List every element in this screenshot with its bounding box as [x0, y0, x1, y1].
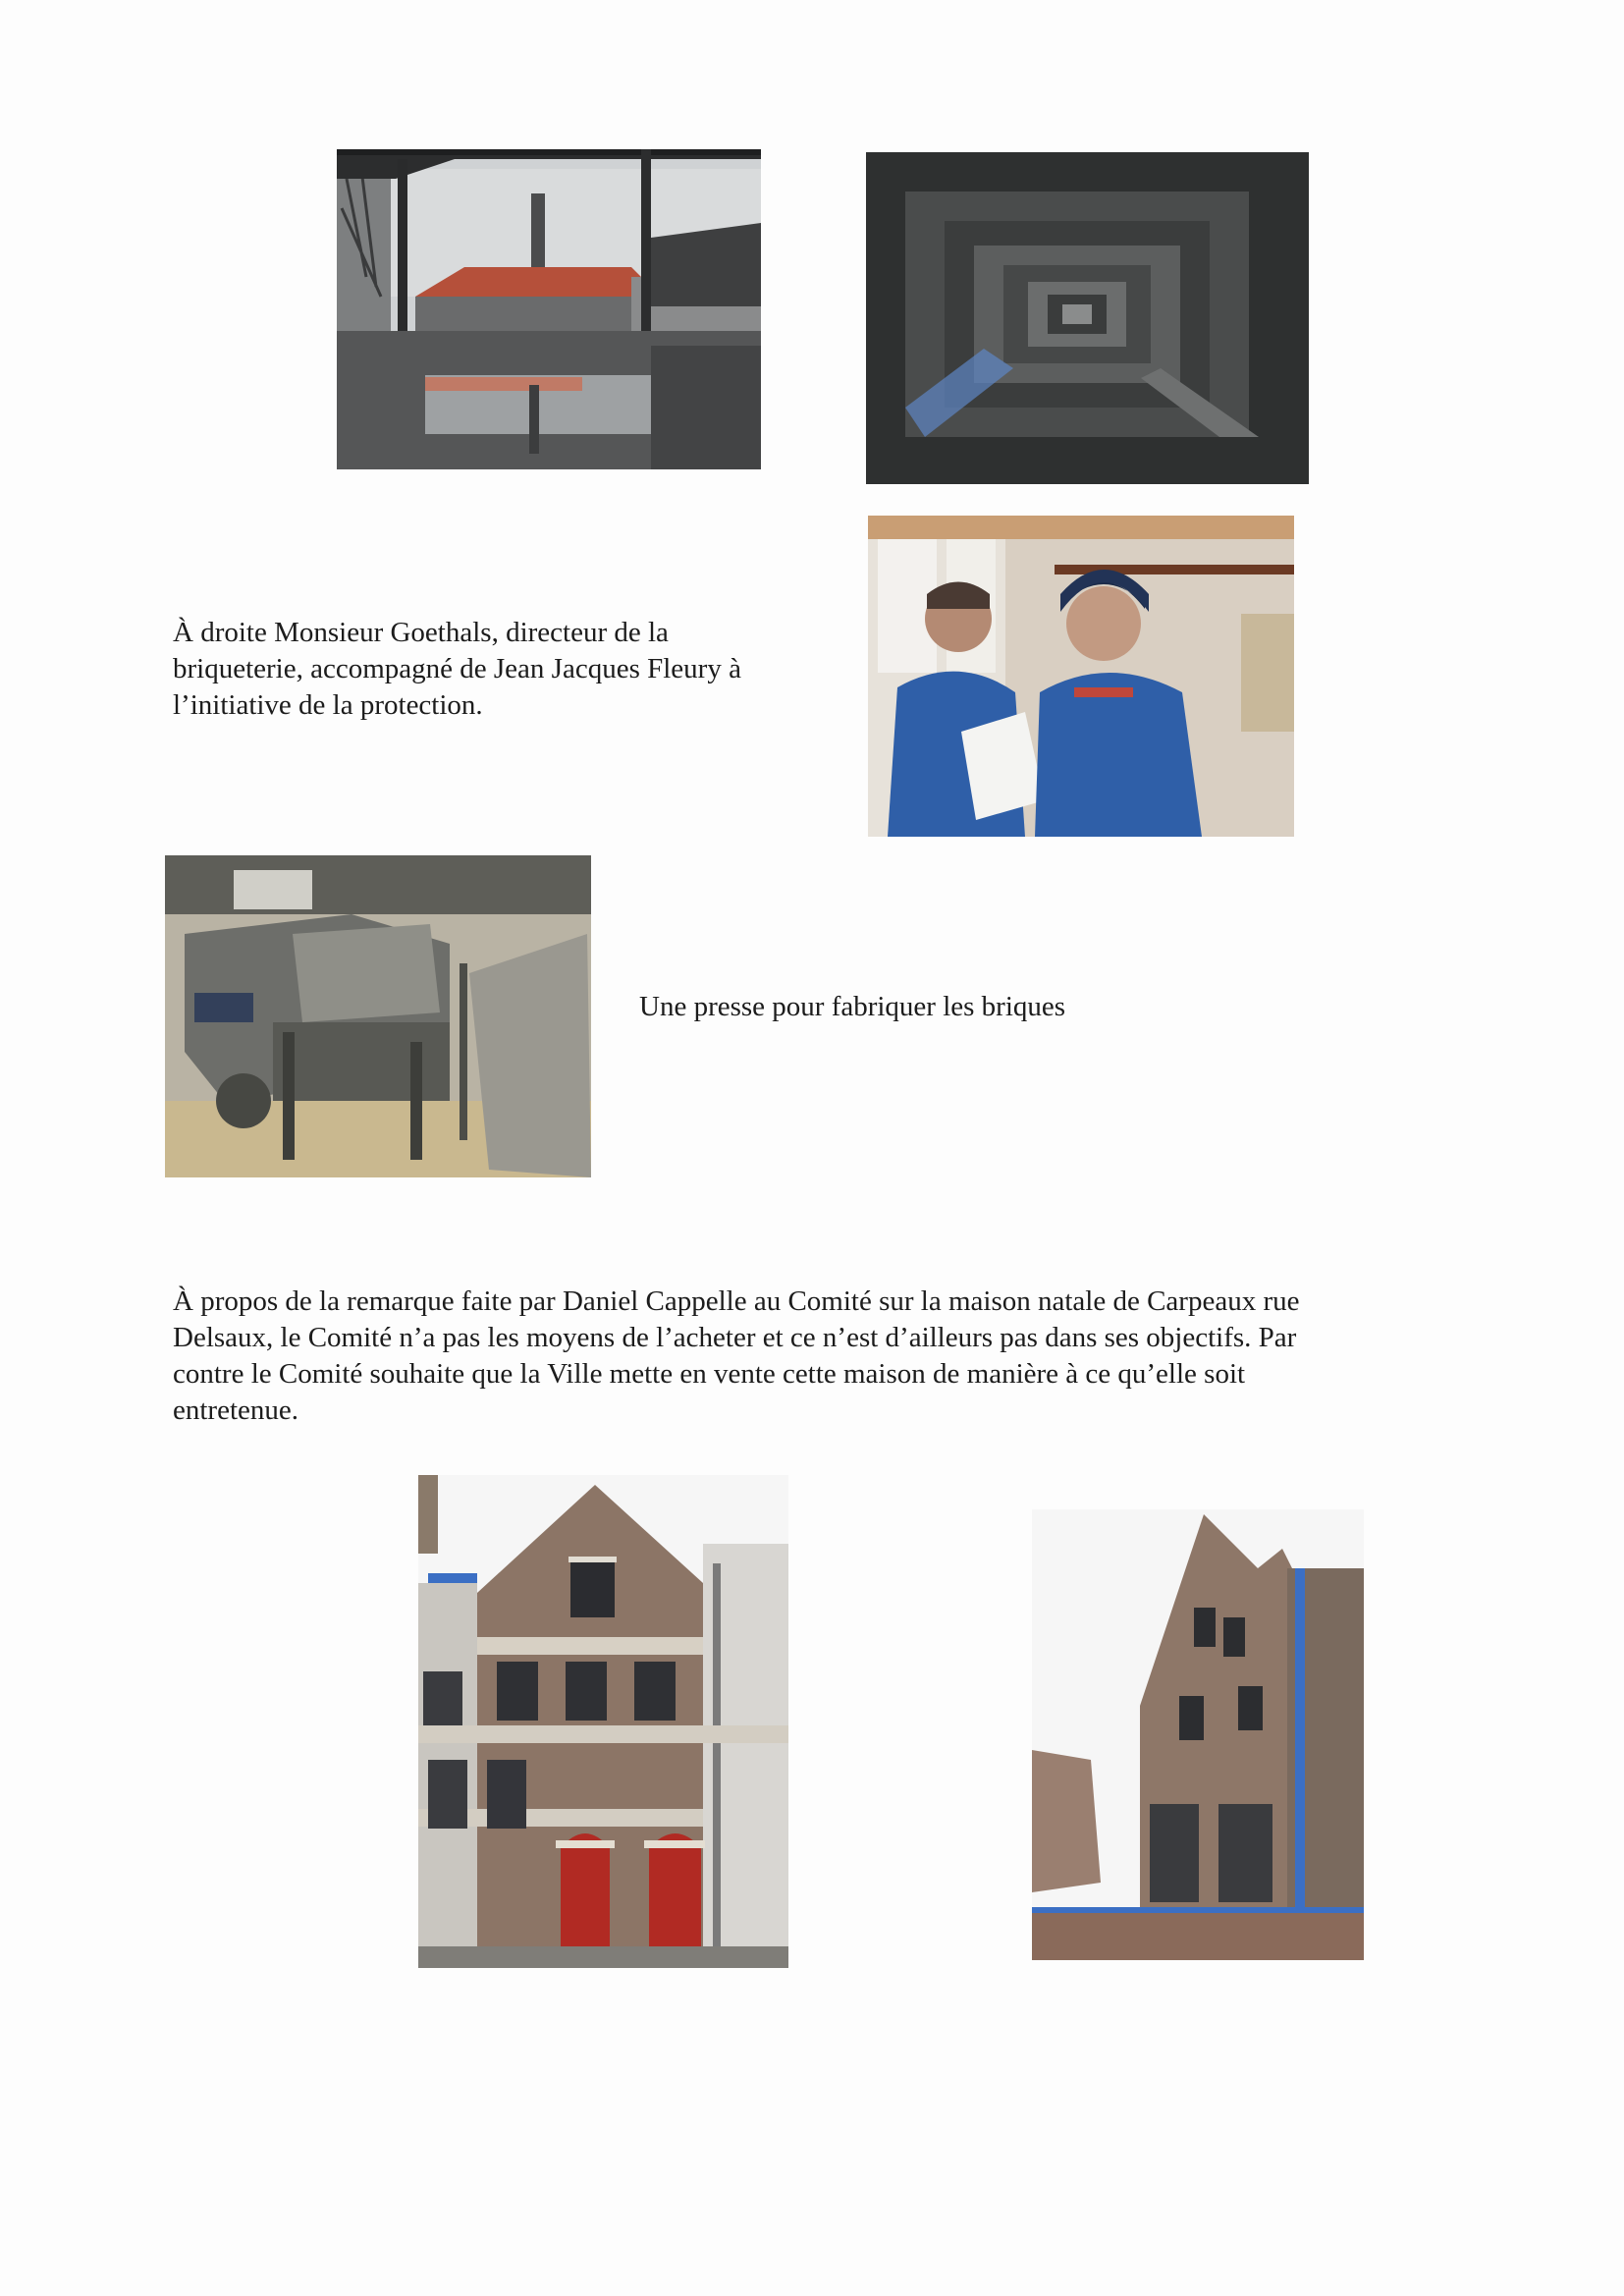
carpeaux-house-gable-photo	[1032, 1509, 1364, 1960]
two-men-photo	[868, 516, 1294, 837]
brick-press-photo	[165, 855, 591, 1177]
carpeaux-house-facade-photo	[418, 1475, 788, 1968]
goethals-caption-line-1: À droite Monsieur Goethals, directeur de la	[173, 617, 669, 648]
press-caption-text: Une presse pour fabriquer les briques	[639, 991, 1066, 1022]
carpeaux-paragraph-line-4: entretenue.	[173, 1394, 299, 1426]
goethals-caption	[173, 615, 741, 724]
goethals-caption-line-2: briqueterie, accompagné de Jean Jacques Fleury à	[173, 653, 741, 684]
carpeaux-paragraph	[173, 1284, 1449, 1429]
carpeaux-paragraph-line-2: Delsaux, le Comité n’a pas les moyens de l’acheter et ce n’est d’ailleurs pas dans ses objectifs. Par	[173, 1322, 1297, 1353]
tunnel-kiln-photo	[866, 152, 1309, 484]
carpeaux-paragraph-line-3: contre le Comité souhaite que la Ville mette en vente cette maison de manière à ce qu’elle soit	[173, 1358, 1246, 1390]
press-caption	[639, 989, 1065, 1025]
goethals-caption-line-3: l’initiative de la protection.	[173, 689, 483, 721]
carpeaux-paragraph-line-1: À propos de la remarque faite par Daniel Cappelle au Comité sur la maison natale de Carpeaux rue	[173, 1285, 1300, 1317]
brickworks-yard-photo	[337, 149, 761, 469]
